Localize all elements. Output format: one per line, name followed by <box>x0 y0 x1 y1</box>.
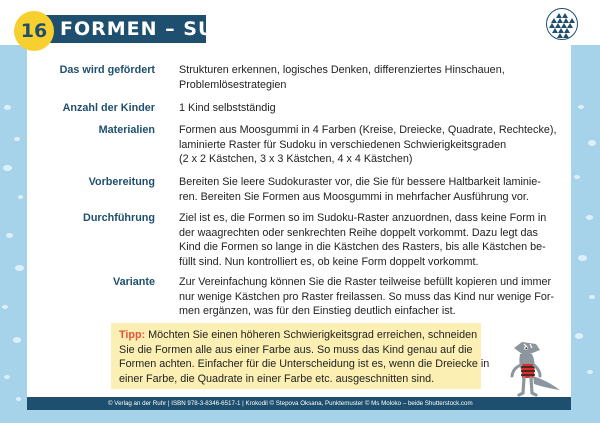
tip-line: Formen achten. Einfacher für die Unterscheidung ist es, wenn die Dreiecke in <box>119 358 490 371</box>
row-line: Problemlösestrategien <box>179 78 287 91</box>
row-line: Formen aus Moosgummi in 4 Farben (Kreise, Dreiecke, Quadrate, Rechtecke), <box>179 124 557 136</box>
page-title: FORMEN – SUDOKU <box>46 15 206 43</box>
row-line: 1 Kind selbstständig <box>179 102 276 114</box>
background-dot <box>4 105 11 110</box>
row-label: Vorbereitung <box>88 176 155 188</box>
row-line: Zur Vereinfachung können Sie die Raster teilweise befüllt kopieren und immer <box>179 276 552 288</box>
tip-line: einer Farbe, die Quadrate in einer Farbe etc. ausgeschnitten sind. <box>119 372 435 385</box>
row-value <box>179 101 559 116</box>
row-label: Das wird gefördert <box>59 64 155 76</box>
background-dot <box>4 375 10 379</box>
row-label: Materialien <box>98 124 155 136</box>
triangle-pattern-logo-icon <box>546 8 578 40</box>
row-value <box>179 211 559 269</box>
row-line: men ergänzen, was für den Einstieg deutlich einfacher ist. <box>179 305 456 318</box>
background-dot <box>14 137 20 141</box>
tip-line <box>119 328 478 343</box>
row-line: Kind die Formen so lange in die Kästchen des Rasters, bis alle Kästchen be- <box>179 241 546 254</box>
background-dot <box>574 175 580 179</box>
background-dot <box>18 195 23 199</box>
row-line: ren. Bereiten Sie Formen aus Moosgummi in mehrfacher Ausführung vor. <box>179 190 529 203</box>
background-dot <box>13 337 21 343</box>
row-value <box>179 123 559 167</box>
footer-copyright: © Verlag an der Ruhr | ISBN 978-3-8346-6517-1 | Krokodil © Stepova Oksana, Punktemuster © Ms Moloko – beide Shutterstock.com <box>27 397 571 410</box>
row-line: füllt sind. Nun kontrolliert es, ob keine Form doppelt vorkommt. <box>179 255 479 268</box>
background-dot <box>578 105 584 109</box>
tip-line: Sie die Formen alle aus einer Farbe aus. So muss das Kind genau auf die <box>119 343 473 356</box>
row-value <box>179 275 559 319</box>
row-value <box>179 63 559 92</box>
row-line: Bereiten Sie leere Sudokuraster vor, die Sie für bessere Haltbarkeit laminie- <box>179 176 541 188</box>
background-dot <box>587 370 593 374</box>
row-label: Durchführung <box>83 212 155 224</box>
background-dot <box>16 397 21 401</box>
row-line: der waagrechten oder senkrechten Reihe doppelt vorkommt. Dazu legt das <box>179 226 538 239</box>
background-dot <box>575 333 583 339</box>
row-line: Ziel ist es, die Formen so im Sudoku-Raster anzuordnen, dass keine Form in <box>179 212 547 224</box>
row-value <box>179 175 559 204</box>
row-label: Variante <box>112 276 155 288</box>
row-label: Anzahl der Kinder <box>62 102 155 114</box>
row-line: nur wenige Kästchen pro Raster freilassen. So muss das Kind nur wenige For- <box>179 290 555 303</box>
tip-label: Tipp: <box>119 329 146 341</box>
background-dot <box>6 233 13 238</box>
background-dot <box>589 295 595 299</box>
row-line: Strukturen erkennen, logisches Denken, differenziertes Hinschauen, <box>179 64 505 76</box>
background-dot <box>586 215 593 220</box>
background-dot <box>3 165 12 171</box>
tip-box <box>111 323 490 389</box>
row-line: laminierte Raster für Sudoku in verschiedenen Schwierigkeitsgraden <box>179 138 507 151</box>
activity-number-badge: 16 <box>14 11 54 51</box>
row-line: (2 x 2 Kästchen, 3 x 3 Kästchen, 4 x 4 Kästchen) <box>179 153 413 166</box>
tip-first-line: Möchten Sie einen höheren Schwierigkeitsgrad erreichen, schneiden <box>145 329 478 341</box>
background-dot <box>2 305 8 309</box>
crocodile-illustration-icon <box>500 338 564 402</box>
background-dot <box>578 255 587 261</box>
background-dot <box>588 140 596 146</box>
background-dot <box>15 265 24 271</box>
